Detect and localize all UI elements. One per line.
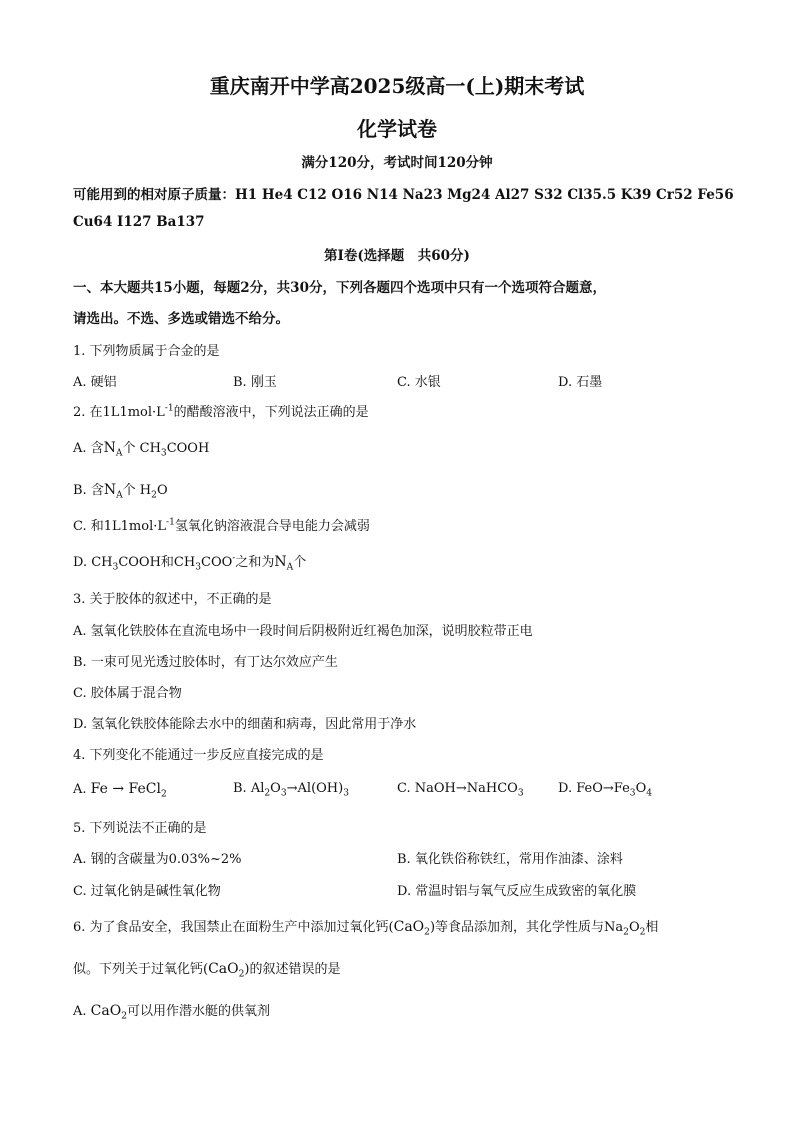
subject-title: 化学试卷 bbox=[357, 117, 437, 141]
q3-option-c: C. 胶体属于混合物 bbox=[73, 686, 182, 701]
score-time: 满分120分，考试时间120分钟 bbox=[301, 155, 493, 171]
q5-option-c: C. 过氧化钠是碱性氧化物 bbox=[73, 884, 221, 899]
q6-stem-line2: 似。下列关于过氧化钙(CaO$_2$)的叙述错误的是 bbox=[73, 961, 341, 980]
q4-option-c: C. NaOH→NaHCO$_3$ bbox=[397, 781, 524, 799]
q3-option-d: D. 氢氧化铁胶体能除去水中的细菌和病毒，因此常用于净水 bbox=[73, 717, 417, 732]
q3-stem: 3. 关于胶体的叙述中，不正确的是 bbox=[73, 592, 272, 607]
q1-option-d: D. 石墨 bbox=[558, 375, 603, 390]
q2-option-a: A. 含$N_A$个 $CH_3COOH$ bbox=[73, 440, 210, 459]
q4-stem: 4. 下列变化不能通过一步反应直接完成的是 bbox=[73, 748, 324, 763]
q1-stem: 1. 下列物质属于合金的是 bbox=[73, 344, 220, 359]
q1-option-c: C. 水银 bbox=[397, 375, 441, 390]
q4-option-a: A. Fe → FeCl$_2$ bbox=[73, 781, 167, 800]
q1-option-a: A. 硬铝 bbox=[73, 375, 117, 390]
q3-option-a: A. 氢氧化铁胶体在直流电场中一段时间后阴极附近红褐色加深，说明胶粒带正电 bbox=[73, 624, 533, 639]
q6-option-a: A. CaO$_2$可以用作潜水艇的供氧剂 bbox=[73, 1003, 271, 1022]
q1-option-b: B. 刚玉 bbox=[233, 375, 277, 390]
atomic-mass-line2: Cu64 I127 Ba137 bbox=[73, 214, 205, 230]
q5-option-b: B. 氧化铁俗称铁红，常用作油漆、涂料 bbox=[397, 852, 623, 867]
q4-option-d: D. $FeO\to Fe_3O_4$ bbox=[558, 781, 653, 799]
exam-title: 重庆南开中学高2025级高一(上)期末考试 bbox=[209, 74, 585, 98]
atomic-mass-line1: 可能用到的相对原子质量：H1 He4 C12 O16 N14 Na23 Mg24 Al27 S32 Cl35.5 K39 Cr52 Fe56 bbox=[73, 187, 734, 203]
q2-option-b: B. 含$N_A$个 $H_2O$ bbox=[73, 482, 168, 501]
q2-option-d: D. $CH_3COOH$和$CH_3COO^-$之和为$N_A$个 bbox=[73, 553, 307, 573]
q5-option-d: D. 常温时铝与氧气反应生成致密的氧化膜 bbox=[397, 884, 637, 899]
q4-option-b: B. $Al_2O_3\to Al(OH)_3$ bbox=[233, 781, 350, 799]
q2-option-c: C. 和$1L1mol\cdot L^{-1}$氢氧化钠溶液混合导电能力会减弱 bbox=[73, 517, 370, 534]
section-title: 第Ⅰ卷(选择题 共60分) bbox=[324, 248, 470, 264]
q5-stem: 5. 下列说法不正确的是 bbox=[73, 821, 207, 836]
q6-stem-line1: 6. 为了食品安全，我国禁止在面粉生产中添加过氧化钙(CaO$_2$)等食品添加剂，其化学性质与$Na_2O_2$相 bbox=[73, 919, 659, 938]
instruction-line2: 请选出。不选、多选或错选不给分。 bbox=[73, 311, 289, 327]
q3-option-b: B. 一束可见光透过胶体时，有丁达尔效应产生 bbox=[73, 655, 338, 670]
q2-stem: 2. 在$1L1mol\cdot L^{-1}$的醋酸溶液中，下列说法正确的是 bbox=[73, 403, 369, 420]
instruction-line1: 一、本大题共15小题，每题2分，共30分，下列各题四个选项中只有一个选项符合题意， bbox=[73, 280, 606, 296]
q5-option-a: A. 钢的含碳量为0.03%~2% bbox=[73, 852, 242, 867]
